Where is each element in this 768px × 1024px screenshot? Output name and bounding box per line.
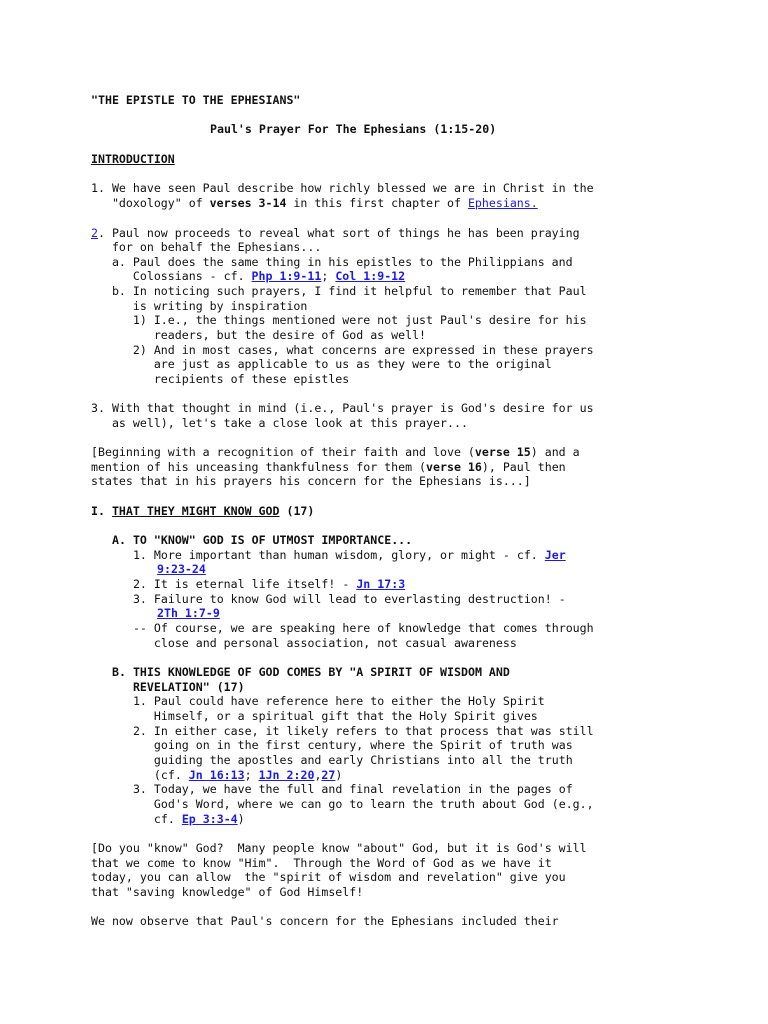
1jn-2-20-link[interactable]: 1Jn 2:20 — [258, 768, 315, 782]
text-line: going on in the first century, where the Spirit of truth was — [112, 738, 573, 752]
closing-paragraph: We now observe that Paul's concern for the Ephesians included their — [91, 914, 559, 928]
1jn-2-27-link[interactable]: 27 — [321, 768, 336, 782]
jn-16-13-link[interactable]: Jn 16:13 — [188, 768, 245, 782]
jer-9-23-24-link[interactable]: 9:23-24 — [157, 562, 206, 576]
intro-point-2: 2. Paul now proceeds to reveal what sort of things he has been praying — [91, 226, 580, 240]
text-line: 1. More important than human wisdom, glory, or might - cf. Jer — [112, 548, 566, 562]
text-line: today, you can allow the "spirit of wisdom and revelation" give you — [91, 870, 566, 884]
text-line: Colossians - cf. Php 1:9-11; Col 1:9-12 — [91, 269, 406, 283]
bracket-note-1: [Beginning with a recognition of their faith and love (verse 15) and a — [91, 445, 580, 459]
text-line: that we come to know "Him". Through the Word of God as we have it — [91, 856, 552, 870]
subsection-b-heading-cont: REVELATION" (17) — [112, 680, 245, 694]
text-line: guiding the apostles and early Christians into all the truth — [112, 753, 573, 767]
text-line: for on behalf the Ephesians... — [91, 240, 322, 254]
intro-point-1: 1. We have seen Paul describe how richly blessed we are in Christ in the — [91, 181, 594, 195]
text-line: mention of his unceasing thankfulness for them (verse 16), Paul then — [91, 460, 566, 474]
bracket-note-2: [Do you "know" God? Many people know "about" God, but it is God's will — [91, 841, 587, 855]
intro-point-1-cont: "doxology" of verses 3-14 in this first chapter of Ephesians. — [91, 196, 538, 210]
text-line: 2) And in most cases, what concerns are expressed in these prayers — [91, 343, 594, 357]
2th-1-7-9-link[interactable]: 2Th 1:7-9 — [157, 606, 220, 620]
text-line: 1. Paul could have reference here to either the Holy Spirit — [112, 694, 545, 708]
text-line: -- Of course, we are speaking here of knowledge that comes through — [112, 621, 594, 635]
text-line — [91, 562, 206, 577]
document-title: "THE EPISTLE TO THE EPHESIANS" — [91, 93, 301, 107]
text-line: as well), let's take a close look at this prayer... — [91, 416, 468, 430]
intro-heading: INTRODUCTION — [91, 152, 175, 166]
ephesians-link[interactable]: Ephesians. — [467, 196, 538, 210]
text-line: that "saving knowledge" of God Himself! — [91, 885, 364, 899]
jer-link[interactable]: Jer — [544, 548, 566, 562]
text-line: are just as applicable to us as they were to the original — [91, 357, 552, 371]
jn-17-3-link[interactable]: Jn 17:3 — [356, 577, 406, 591]
text-line: 2. It is eternal life itself! - Jn 17:3 — [112, 577, 406, 591]
text-line: cf. Ep 3:3-4) — [112, 812, 245, 826]
ep-3-3-4-link[interactable]: Ep 3:3-4 — [181, 812, 238, 826]
text-line: 3. Today, we have the full and final revelation in the pages of — [112, 782, 573, 796]
text-line: 3. Failure to know God will lead to everlasting destruction! - — [112, 592, 566, 606]
php-1-9-11-link[interactable]: Php 1:9-11 — [251, 269, 322, 283]
subsection-b-heading: B. THIS KNOWLEDGE OF GOD COMES BY "A SPIRIT OF WISDOM AND — [112, 665, 510, 679]
text-line: close and personal association, not casual awareness — [112, 636, 517, 650]
text-line: b. In noticing such prayers, I find it helpful to remember that Paul — [91, 284, 587, 298]
text-line: Himself, or a spiritual gift that the Holy Spirit gives — [112, 709, 538, 723]
text-line: God's Word, where we can go to learn the truth about God (e.g., — [112, 797, 594, 811]
text-line: recipients of these epistles — [91, 372, 350, 386]
text-line: readers, but the desire of God as well! — [91, 328, 427, 342]
text-line — [157, 606, 220, 621]
document-subtitle: Paul's Prayer For The Ephesians (1:15-20) — [210, 122, 497, 136]
text-line: is writing by inspiration — [91, 299, 308, 313]
text-line: 1) I.e., the things mentioned were not just Paul's desire for his — [91, 313, 587, 327]
text-line: a. Paul does the same thing in his epistles to the Philippians and — [91, 255, 573, 269]
point-2-link[interactable]: 2 — [91, 226, 98, 240]
intro-point-3: 3. With that thought in mind (i.e., Paul's prayer is God's desire for us — [91, 401, 594, 415]
text-line: states that in his prayers his concern for the Ephesians is...] — [91, 474, 531, 488]
text-line: 2. In either case, it likely refers to that process that was still — [112, 724, 594, 738]
text-line: (cf. Jn 16:13; 1Jn 2:20,27) — [112, 768, 343, 782]
subsection-a-heading: A. TO "KNOW" GOD IS OF UTMOST IMPORTANCE... — [112, 533, 413, 547]
col-1-9-12-link[interactable]: Col 1:9-12 — [335, 269, 406, 283]
section-1-heading: I. THAT THEY MIGHT KNOW GOD (17) — [91, 504, 315, 518]
